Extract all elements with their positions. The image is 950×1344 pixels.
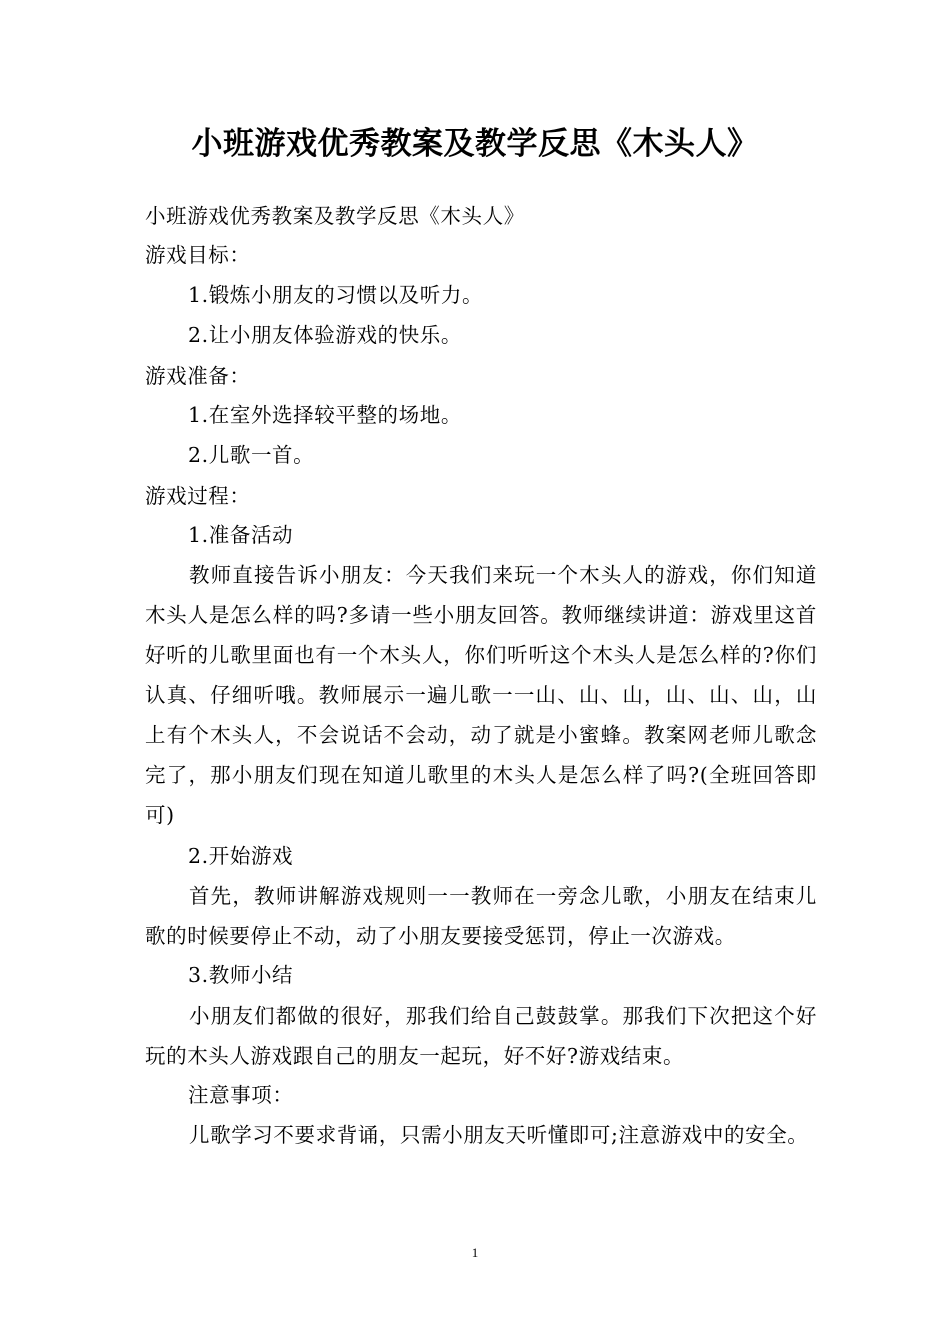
goals-heading: 游戏目标： xyxy=(145,243,251,267)
step1-heading: 1.准备活动 xyxy=(188,523,294,547)
step2-heading: 2.开始游戏 xyxy=(188,844,294,868)
process-heading: 游戏过程： xyxy=(145,484,251,508)
prep-item: 2.儿歌一首。 xyxy=(188,443,315,467)
notes-paragraph: 儿歌学习不要求背诵，只需小朋友天听懂即可;注意游戏中的安全。 xyxy=(189,1123,809,1147)
prep-heading: 游戏准备： xyxy=(145,364,251,388)
notes-heading: 注意事项： xyxy=(188,1083,294,1107)
document-title: 小班游戏优秀教案及教学反思《木头人》 xyxy=(191,126,759,162)
subtitle: 小班游戏优秀教案及教学反思《木头人》 xyxy=(145,204,525,228)
step2-paragraph: 首先，教师讲解游戏规则一一教师在一旁念儿歌，小朋友在结束儿歌的时候要停止不动，动了小朋友要接受惩罚，停止一次游戏。 xyxy=(145,884,817,948)
goal-item: 1.锻炼小朋友的习惯以及听力。 xyxy=(188,283,484,307)
prep-item: 1.在室外选择较平整的场地。 xyxy=(188,403,462,427)
step3-paragraph: 小朋友们都做的很好，那我们给自己鼓鼓掌。那我们下次把这个好玩的木头人游戏跟自己的朋友一起玩，好不好?游戏结束。 xyxy=(145,1004,817,1068)
step3-heading: 3.教师小结 xyxy=(188,963,294,987)
step1-paragraph: 教师直接告诉小朋友：今天我们来玩一个木头人的游戏，你们知道木头人是怎么样的吗?多请一些小朋友回答。教师继续讲道：游戏里这首好听的儿歌里面也有一个木头人，你们听听这个木头人是怎么样的?你们认真、仔细听哦。教师展示一遍儿歌一一山、山、山，山、山、山，山上有个木头人，不会说话不会动，动了就是小蜜蜂。教案网老师儿歌念完了，那小朋友们现在知道儿歌里的木头人是怎么样了吗?(全班回答即可) xyxy=(145,563,817,827)
page-number: 1 xyxy=(471,1245,479,1260)
goal-item: 2.让小朋友体验游戏的快乐。 xyxy=(188,323,462,347)
